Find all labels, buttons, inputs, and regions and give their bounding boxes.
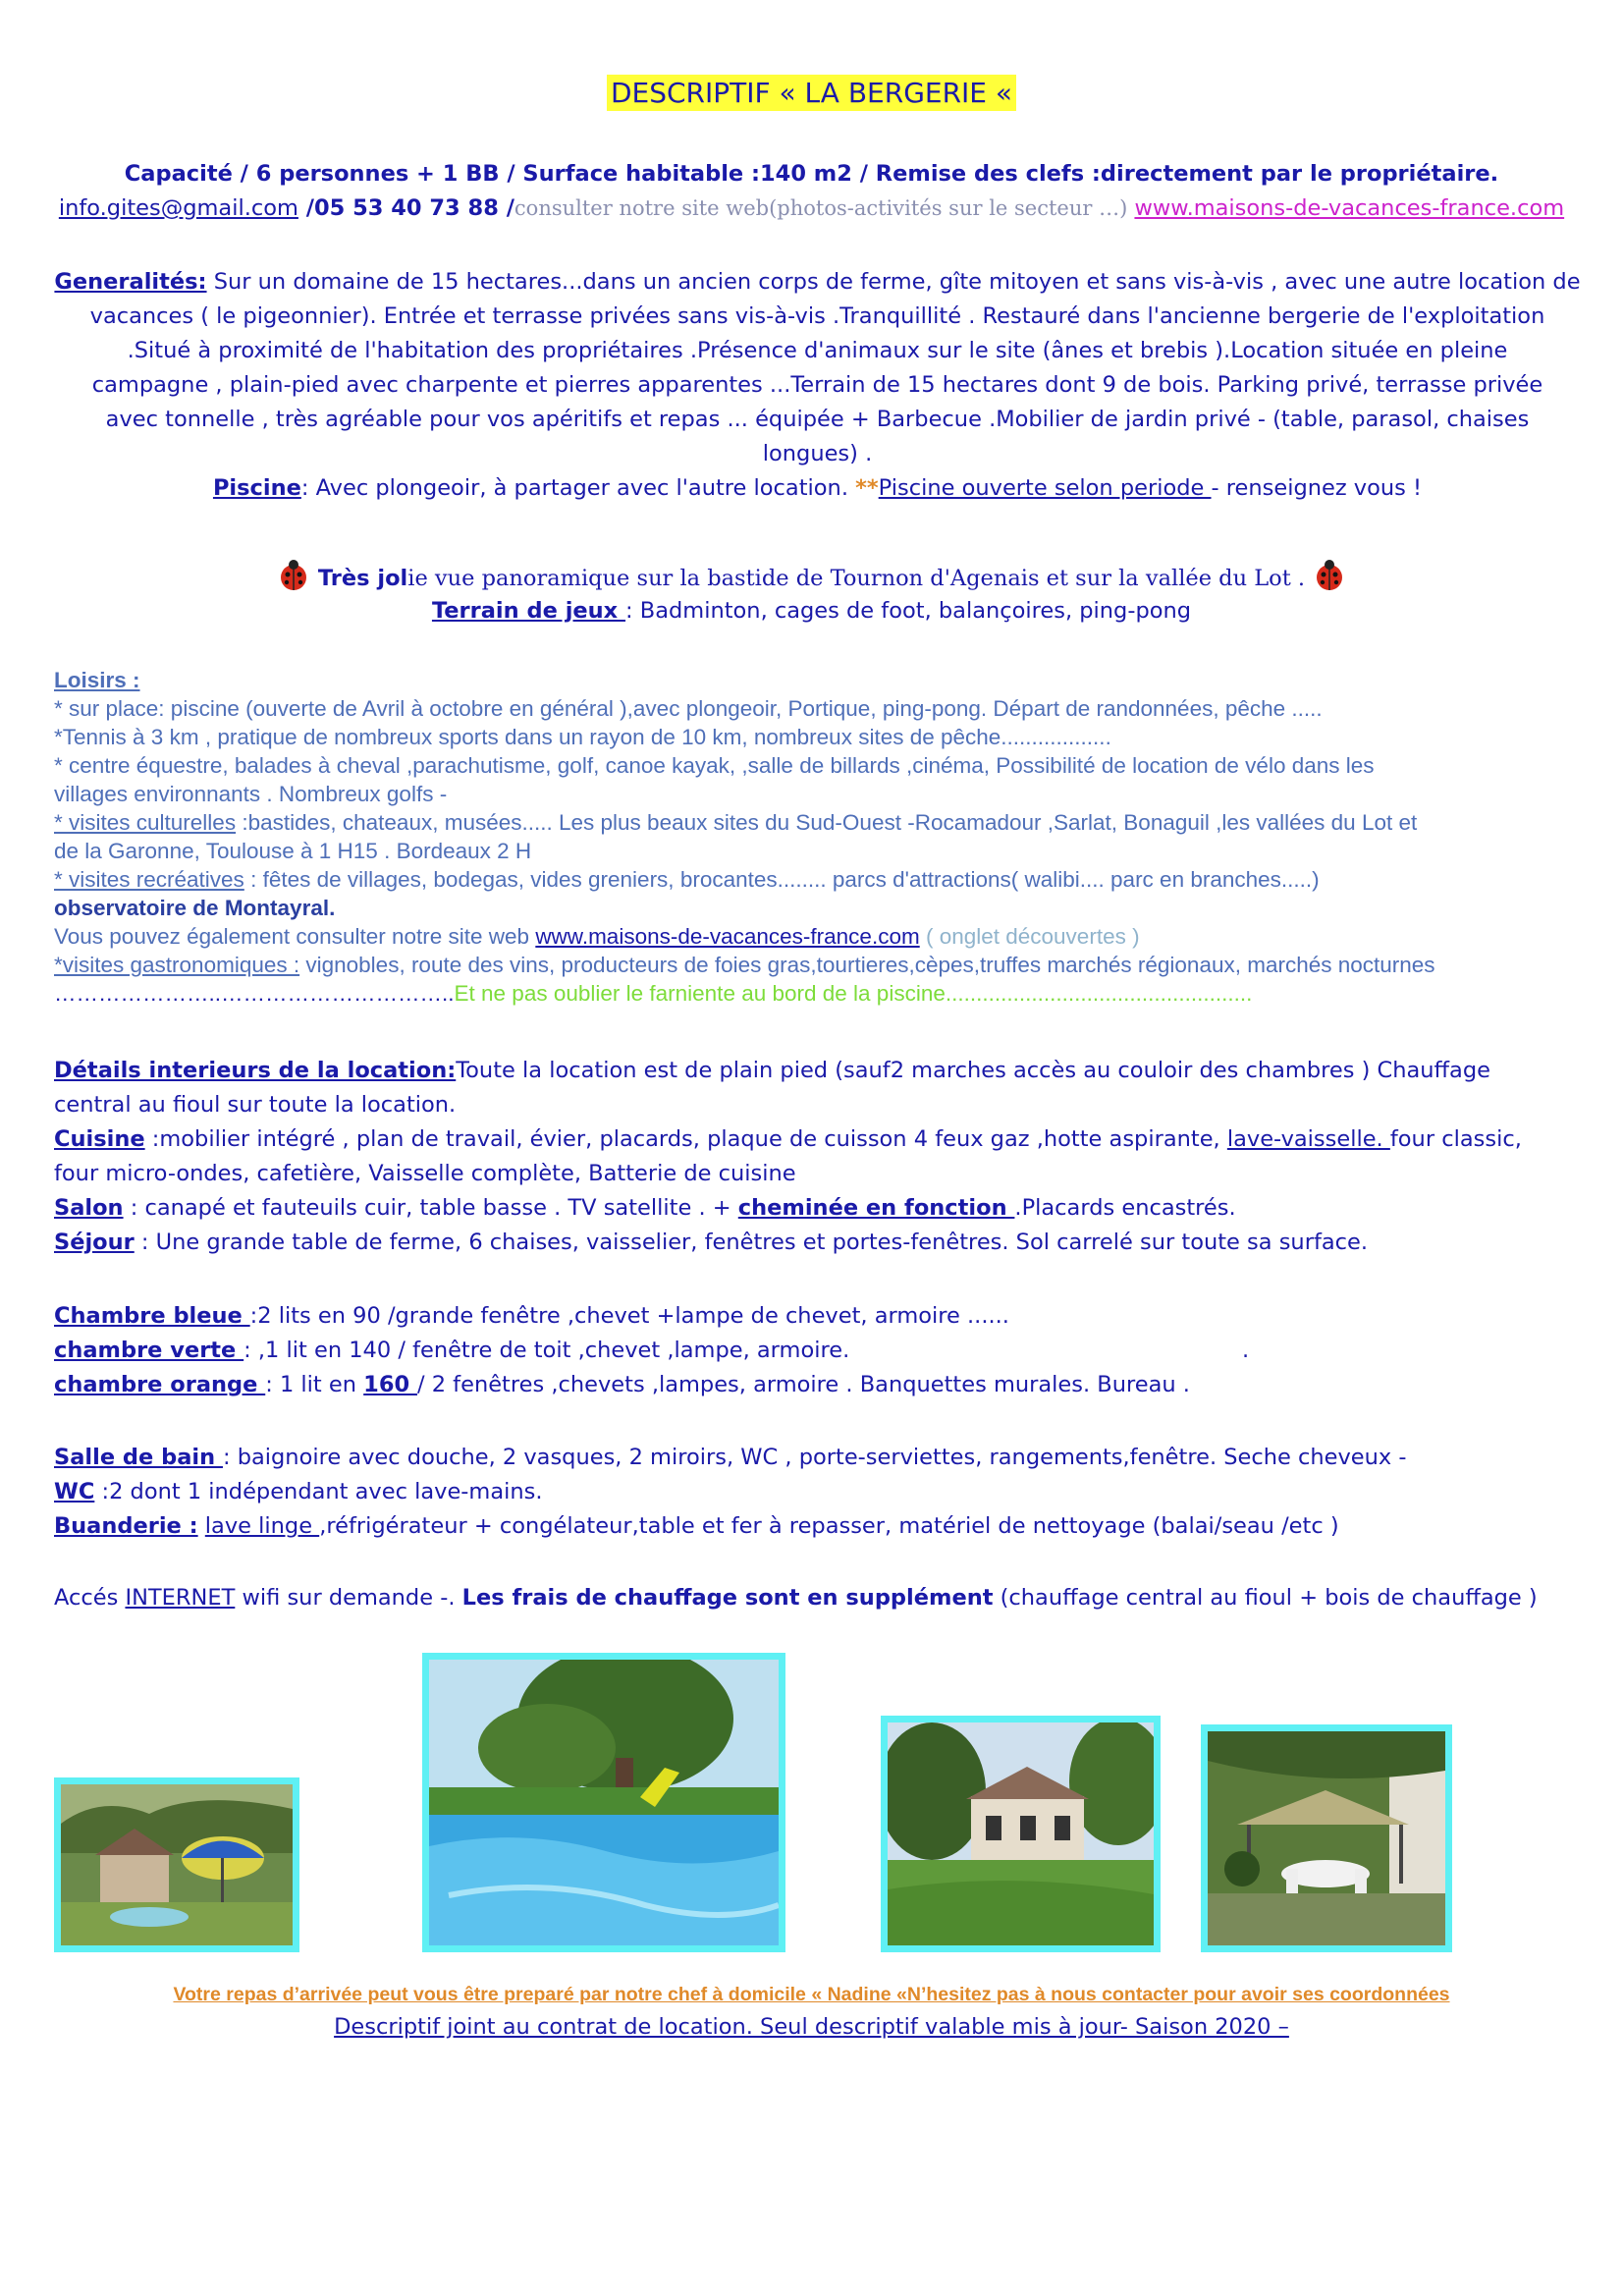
visites-culturelles-label: * visites culturelles — [54, 810, 237, 835]
generalites-line: Sur un domaine de 15 hectares...dans un ancien corps de ferme, gîte mitoyen et sans vis-à-vis , avec une autre location de — [206, 269, 1581, 295]
email-link[interactable]: info.gites@gmail.com — [58, 195, 298, 221]
terrain-line — [0, 594, 1623, 629]
generalites-line: vacances ( le pigeonnier). Entrée et terrasse privées sans vis-à-vis .Tranquillité . Restauré dans l'ancienne bergerie de l'exploitation — [89, 303, 1545, 329]
loisirs-block — [54, 666, 1596, 1008]
visites-gastronomiques-label: *visites gastronomiques : — [54, 953, 300, 977]
onglet-note: ( onglet découvertes ) — [919, 924, 1140, 949]
photo-house-lawn — [881, 1716, 1161, 1952]
frais-chauffage: Les frais de chauffage sont en supplément — [461, 1585, 994, 1611]
chauffage-end: (chauffage central au fioul + bois de chauffage ) — [993, 1585, 1538, 1611]
contact-line — [0, 191, 1623, 226]
wc-text: :2 dont 1 indépendant avec lave-mains. — [94, 1479, 543, 1504]
cuisine-end: four classic, — [1389, 1126, 1522, 1152]
loisirs-label: Loisirs : — [54, 668, 140, 692]
chambre-bleue-text: :2 lits en 90 /grande fenêtre ,chevet +lampe de chevet, armoire ...... — [249, 1303, 1009, 1329]
visites-recreatives-label: * visites recréatives — [54, 867, 244, 892]
wifi-text: wifi sur demande -. — [235, 1585, 462, 1611]
chambre-verte-label: chambre verte — [54, 1338, 244, 1363]
sejour-label: Séjour — [54, 1230, 135, 1255]
salle-de-bain-label: Salle de bain — [54, 1445, 223, 1470]
piscine-label: Piscine — [212, 475, 301, 501]
internet-word: INTERNET — [125, 1585, 236, 1611]
details-line: central au fioul sur toute la location. — [54, 1092, 457, 1118]
photo-garden-parasol — [54, 1777, 299, 1952]
piscine-link: Piscine ouverte selon periode — [878, 475, 1212, 501]
buanderie-text: ,réfrigérateur + congélateur,table et fer à repasser, matériel de nettoyage (balai/seau /etc ) — [319, 1513, 1339, 1539]
chambre-orange-label: chambre orange — [54, 1372, 266, 1397]
site-link-2[interactable]: www.maisons-de-vacances-france.com — [535, 924, 920, 949]
photo-pool-tree — [422, 1653, 785, 1952]
terrain-label: Terrain de jeux — [431, 598, 626, 624]
cuisine-text: :mobilier intégré , plan de travail, évier, placards, plaque de cuisson 4 feux gaz ,hotte aspirante, — [144, 1126, 1227, 1152]
details-label: Détails interieurs de la location: — [54, 1058, 457, 1083]
details-line: Toute la location est de plain pied (sauf2 marches accès au couloir des chambres ) Chauffage — [456, 1058, 1490, 1083]
loisirs-line: *Tennis à 3 km , pratique de nombreux sports dans un rayon de 10 km, nombreux sites de pêche.................. — [54, 725, 1111, 749]
generalites-line: .Situé à proximité de l'habitation des propriétaires .Présence d'animaux sur le site (ânes et brebis ).Location située en pleine — [127, 338, 1508, 363]
loisirs-line: de la Garonne, Toulouse à 1 H15 . Bordeaux 2 H — [54, 839, 532, 863]
lave-linge: lave linge — [204, 1513, 320, 1539]
photo-terrace-pergola — [1201, 1724, 1452, 1952]
loisirs-line: :bastides, chateaux, musées..... Les plus beaux sites du Sud-Ouest -Rocamadour ,Sarlat, Bonaguil ,les vallées du Lot et — [236, 810, 1418, 835]
dots: …………………..………………………….. — [54, 981, 455, 1006]
phone: /05 53 40 73 88 / — [298, 195, 514, 221]
capacity-line: Capacité / 6 personnes + 1 BB / Surface habitable :140 m2 / Remise des clefs :directement par le propriétaire. — [124, 161, 1499, 187]
loisirs-line: observatoire de Montayral. — [54, 896, 336, 920]
descriptif-line: Descriptif joint au contrat de location. Seul descriptif valable mis à jour- Saison 2020 – — [334, 2014, 1289, 2040]
vue-text: ie vue panoramique sur la bastide de Tournon d'Agenais et sur la vallée du Lot . — [407, 566, 1306, 591]
chambre-bleue-label: Chambre bleue — [54, 1303, 250, 1329]
salle-de-bain-text: : baignoire avec douche, 2 vasques, 2 miroirs, WC , porte-serviettes, rangements,fenêtre. Seche cheveux - — [222, 1445, 1407, 1470]
sejour-text: : Une grande table de ferme, 6 chaises, vaisselier, fenêtres et portes-fenêtres. Sol carrelé sur toute sa surface. — [134, 1230, 1369, 1255]
site-link[interactable]: www.maisons-de-vacances-france.com — [1134, 195, 1565, 221]
page-title — [0, 77, 1623, 109]
piscine-line — [39, 471, 1596, 506]
acces-text: Accés — [54, 1585, 126, 1611]
piscine-end: - renseignez vous ! — [1211, 475, 1423, 501]
piscine-stars: ** — [855, 475, 879, 501]
cheminee: cheminée en fonction — [737, 1195, 1015, 1221]
lit-160: 160 — [363, 1372, 417, 1397]
terrain-text: : Badminton, cages de foot, balançoires, ping-pong — [625, 598, 1192, 624]
generalites-line: longues) . — [762, 441, 873, 466]
site-note: consulter notre site web(photos-activités sur le secteur …) — [514, 196, 1128, 220]
bains-block — [54, 1441, 1605, 1544]
wc-label: WC — [54, 1479, 95, 1504]
generalites-line: avec tonnelle , très agréable pour vos apéritifs et repas ... équipée + Barbecue .Mobilier de jardin privé - (table, parasol, chaises — [105, 407, 1530, 432]
chambres-block — [54, 1299, 1605, 1402]
loisirs-line: * sur place: piscine (ouverte de Avril à octobre en général ),avec plongeoir, Portique, ping-pong. Départ de randonnées, pêche ..... — [54, 696, 1323, 721]
generalites-block — [39, 265, 1596, 506]
loisirs-line: Vous pouvez également consulter notre site web — [54, 924, 536, 949]
generalites-label: Generalités: — [54, 269, 207, 295]
salon-end: .Placards encastrés. — [1014, 1195, 1236, 1221]
chambre-orange-end: / 2 fenêtres ,chevets ,lampes, armoire . Banquettes murales. Bureau . — [416, 1372, 1190, 1397]
loisirs-line: : fêtes de villages, bodegas, vides greniers, brocantes........ parcs d'attractions( walibi.... parc en branches.....) — [243, 867, 1320, 892]
loisirs-line: * centre équestre, balades à cheval ,parachutisme, golf, canoe kayak, ,salle de billards ,cinéma, Possibilité de location de vélo dans les — [54, 753, 1375, 778]
farniente-line: Et ne pas oublier le farniente au bord de la piscine.................................................. — [454, 981, 1253, 1006]
repas-line: Votre repas d’arrivée peut vous être preparé par notre chef à domicile « Nadine «N’hesitez pas à nous contacter pour avoir ses coordonnées — [173, 1984, 1450, 2005]
generalites-line: campagne , plain-pied avec charpente et pierres apparentes ...Terrain de 15 hectares dont 9 de bois. Parking privé, terrasse privée — [91, 372, 1543, 398]
chambre-orange-text: : 1 lit en — [265, 1372, 364, 1397]
salon-label: Salon — [54, 1195, 124, 1221]
dot: . — [1242, 1338, 1250, 1363]
buanderie-label: Buanderie : — [54, 1513, 198, 1539]
piscine-text: : Avec plongeoir, à partager avec l'autre location. — [300, 475, 856, 501]
salon-text: : canapé et fauteuils cuir, table basse . TV satellite . + — [123, 1195, 738, 1221]
loisirs-line: vignobles, route des vins, producteurs de foies gras,tourtieres,cèpes,truffes marchés régionaux, marchés nocturnes — [299, 953, 1435, 977]
chambre-verte-text: : ,1 lit en 140 / fenêtre de toit ,chevet ,lampe, armoire. — [243, 1338, 850, 1363]
cuisine-label: Cuisine — [54, 1126, 145, 1152]
vue-tres: Très jol — [317, 566, 408, 591]
title-text: DESCRIPTIF « LA BERGERIE « — [607, 75, 1016, 111]
internet-line — [54, 1581, 1615, 1615]
lave-vaisselle: lave-vaisselle. — [1226, 1126, 1390, 1152]
loisirs-line: villages environnants . Nombreux golfs - — [54, 782, 448, 806]
details-block — [54, 1054, 1605, 1260]
cuisine-line-2: four micro-ondes, cafetière, Vaisselle complète, Batterie de cuisine — [54, 1161, 796, 1186]
